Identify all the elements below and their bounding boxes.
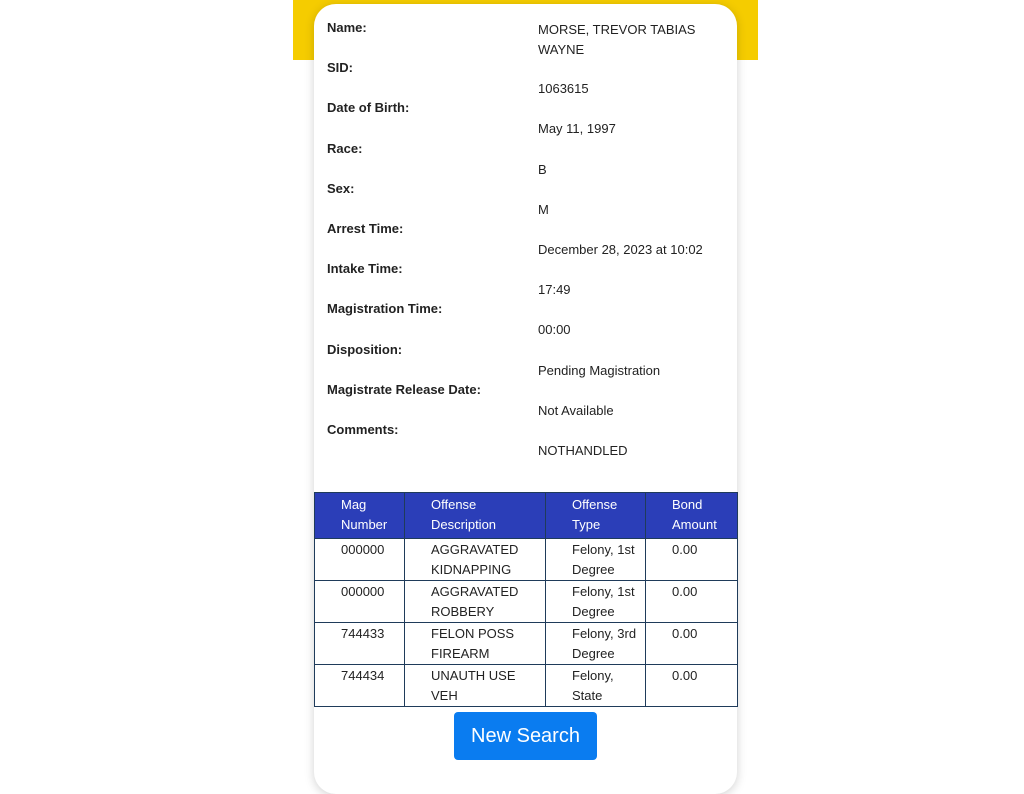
table-row — [315, 665, 738, 707]
detail-row-race — [314, 125, 737, 177]
detail-value: May 11, 1997 — [538, 121, 616, 137]
detail-label: Sex: — [327, 180, 355, 196]
cell-offense-description: FELON POSS FIREARM — [405, 623, 546, 665]
detail-label: Intake Time: — [327, 261, 403, 277]
cell-mag-number: 000000 — [315, 539, 405, 581]
detail-row-date-of-birth — [314, 84, 737, 137]
cell-mag-number: 744434 — [315, 665, 405, 707]
detail-value: NOTHANDLED — [538, 442, 628, 458]
column-header-mag-number: Mag Number — [315, 493, 405, 539]
inmate-detail-card — [314, 4, 737, 794]
table-row — [315, 539, 738, 581]
cell-mag-number: 000000 — [315, 581, 405, 623]
detail-label: Comments: — [327, 421, 399, 437]
detail-row-name — [314, 4, 737, 57]
detail-value: Not Available — [538, 402, 614, 418]
cell-bond-amount: 0.00 — [646, 539, 738, 581]
detail-row-disposition — [314, 326, 737, 378]
detail-label: Name: — [327, 20, 367, 35]
detail-value: 17:49 — [538, 282, 571, 298]
detail-row-comments — [314, 406, 737, 458]
cell-offense-type: Felony, 1st Degree — [546, 539, 646, 581]
detail-label: SID: — [327, 60, 353, 76]
detail-label: Disposition: — [327, 341, 403, 357]
detail-row-sid — [314, 44, 737, 97]
detail-value: M — [538, 201, 549, 217]
detail-row-intake-time — [314, 245, 737, 298]
table-row — [315, 623, 738, 665]
column-header-offense-description: Offense Description — [405, 493, 546, 539]
detail-value: 1063615 — [538, 81, 589, 97]
detail-label: Magistrate Release Date: — [327, 381, 481, 397]
detail-label: Date of Birth: — [327, 100, 410, 116]
detail-label: Arrest Time: — [327, 220, 404, 236]
detail-value: December 28, 2023 at 10:02 — [538, 241, 703, 257]
detail-label: Race: — [327, 140, 363, 156]
cell-offense-description: UNAUTH USE VEH — [405, 665, 546, 707]
cell-bond-amount: 0.00 — [646, 665, 738, 707]
cell-offense-type: Felony, State — [546, 665, 646, 707]
detail-value: 00:00 — [538, 322, 571, 338]
detail-value: Pending Magistration — [538, 362, 661, 378]
detail-row-magistrate-release-date — [314, 366, 737, 418]
inmate-details — [314, 4, 737, 458]
table-row — [315, 581, 738, 623]
cell-bond-amount: 0.00 — [646, 623, 738, 665]
column-header-offense-type: Offense Type — [546, 493, 646, 539]
detail-value: B — [538, 161, 547, 177]
cell-mag-number: 744433 — [315, 623, 405, 665]
cell-offense-description: AGGRAVATED KIDNAPPING — [405, 539, 546, 581]
cell-offense-description: AGGRAVATED ROBBERY — [405, 581, 546, 623]
detail-row-magistration-time — [314, 285, 737, 338]
cell-offense-type: Felony, 1st Degree — [546, 581, 646, 623]
column-header-bond-amount: Bond Amount — [646, 493, 738, 539]
cell-offense-type: Felony, 3rd Degree — [546, 623, 646, 665]
detail-label: Magistration Time: — [327, 301, 443, 317]
detail-row-arrest-time — [314, 205, 737, 257]
new-search-button[interactable]: New Search — [454, 712, 597, 760]
offense-table — [314, 492, 738, 707]
table-header-row — [315, 493, 738, 539]
cell-bond-amount: 0.00 — [646, 581, 738, 623]
detail-row-sex — [314, 165, 737, 217]
detail-value: MORSE, TREVOR TABIAS WAYNE — [538, 22, 696, 57]
